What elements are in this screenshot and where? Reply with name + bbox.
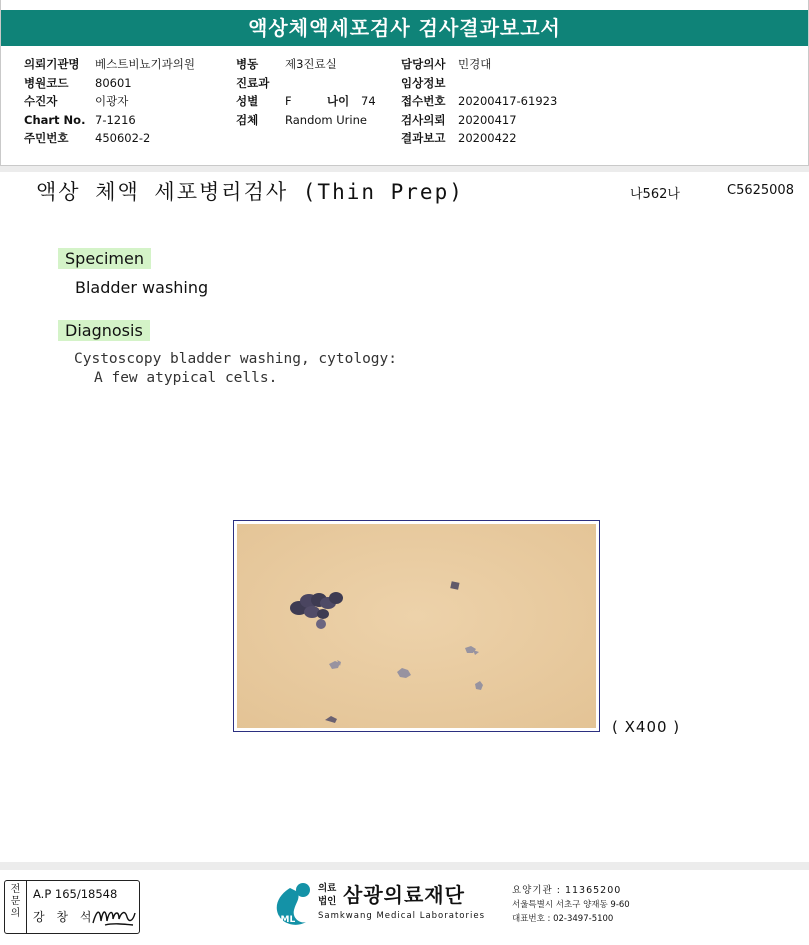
info-row-chart-no: [24, 111, 195, 130]
patient-info-column-3: [401, 55, 557, 148]
report-code-2: C5625008: [727, 183, 794, 198]
info-row-doctor: [401, 55, 557, 74]
magnification-label: ( X400 ): [612, 718, 681, 736]
divider-band: [0, 166, 809, 172]
info-value: 7-1216: [95, 112, 136, 127]
lab-contact-info: [512, 884, 630, 926]
info-label: 검체: [236, 112, 259, 127]
lab-name-english: Samkwang Medical Laboratories: [318, 911, 486, 921]
info-row-patient-name: [24, 92, 195, 111]
micrograph-frame: [233, 520, 600, 732]
info-value: 이광자: [95, 94, 129, 108]
info-label: 수진자: [24, 94, 58, 108]
ap-number: A.P 165/18548: [33, 887, 118, 901]
info-label: 결과보고: [401, 131, 446, 145]
info-label: 나이: [327, 94, 350, 108]
pathologist-signature-box: [4, 880, 140, 934]
info-label: 성별: [236, 94, 259, 108]
info-row-ward: [236, 55, 367, 74]
info-label: 담당의사: [401, 57, 446, 71]
lab-legal-label: 의료 법인: [318, 883, 337, 907]
info-value: 베스트비뇨기과의원: [95, 57, 195, 71]
info-value: 450602-2: [95, 131, 151, 145]
info-value: 20200417: [458, 112, 517, 127]
handwritten-signature-icon: [91, 903, 137, 929]
info-label: 의뢰기관명: [24, 57, 80, 71]
info-row-clinical-info: [401, 74, 557, 93]
specimen-text: Bladder washing: [75, 278, 209, 297]
info-value: F: [285, 94, 292, 108]
info-row-resident-no: [24, 129, 195, 148]
specimen-heading: Specimen: [58, 248, 151, 269]
report-title: 액상체액세포검사 검사결과보고서: [1, 10, 808, 46]
micrograph-image: [237, 524, 596, 728]
report-code-1: 나562나: [630, 187, 680, 202]
info-value: 제3진료실: [285, 57, 337, 71]
info-row-receipt-no: [401, 92, 557, 111]
info-label: Chart No.: [24, 112, 86, 127]
info-value: 74: [361, 94, 376, 108]
vertical-char: 의: [10, 908, 21, 919]
lab-address-line: 서울특별시 서초구 양재동 9-60: [512, 900, 630, 910]
info-label: 주민번호: [24, 131, 69, 145]
info-row-request-date: [401, 111, 557, 130]
sml-logo-icon: [270, 880, 316, 932]
info-value: Random Urine: [285, 112, 367, 127]
info-label: 진료과: [236, 75, 270, 90]
specialist-vertical-label: [5, 881, 27, 933]
diagnosis-line-2: A few atypical cells.: [94, 370, 278, 386]
diagnosis-line-1: Cystoscopy bladder washing, cytology:: [74, 351, 398, 367]
info-label: 병원코드: [24, 75, 69, 90]
info-row-department: [236, 74, 367, 93]
info-value: 80601: [95, 75, 132, 90]
info-row-specimen-type: [236, 111, 367, 130]
lab-name: 삼광의료재단: [343, 883, 465, 907]
exam-title: 액상 체액 세포병리검사 (Thin Prep): [36, 180, 464, 204]
info-label: 검사의뢰: [401, 112, 446, 127]
info-label: 병동: [236, 57, 259, 71]
info-label: 접수번호: [401, 94, 446, 108]
info-row-institution: [24, 55, 195, 74]
info-row-age: [327, 92, 376, 111]
info-value: 20200422: [458, 131, 517, 145]
patient-info-column-1: [24, 55, 195, 148]
diagnosis-heading: Diagnosis: [58, 320, 150, 341]
info-row-report-date: [401, 129, 557, 148]
vertical-char: 문: [10, 896, 21, 907]
lab-phone-line: 대표번호 : 02-3497-5100: [512, 914, 614, 924]
info-value: 20200417-61923: [458, 94, 558, 108]
info-row-hospital-code: [24, 74, 195, 93]
lab-code-line: 요양기관 : 11365200: [512, 885, 622, 896]
footer-divider-band: [0, 862, 809, 870]
info-label: 임상정보: [401, 75, 446, 90]
info-value: 민경대: [458, 57, 492, 71]
logo-text: SML: [274, 915, 296, 925]
vertical-char: 전: [10, 884, 21, 895]
doctor-name: 강 창 석: [33, 910, 96, 924]
